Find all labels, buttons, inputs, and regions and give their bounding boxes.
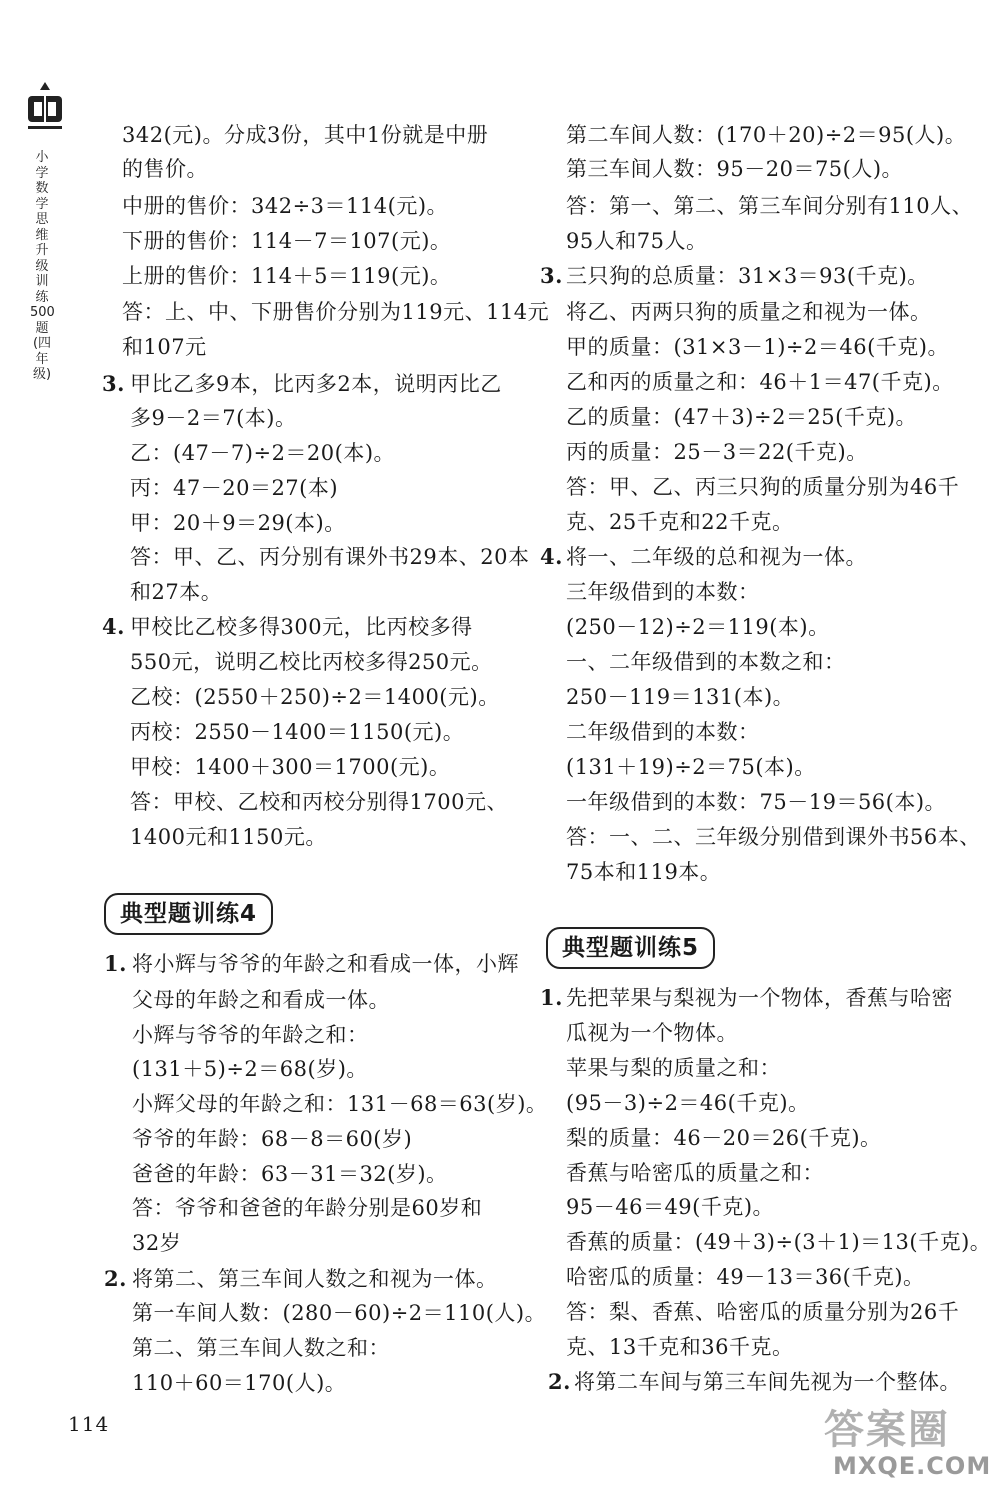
text-line: 爷爷的年龄：68－8＝60(岁) [132,1127,413,1151]
book-title-vertical: 小学数学思维升级训练500题(四年级) [30,150,55,382]
text-line: 将小辉与爷爷的年龄之和看成一体，小辉 [132,952,519,976]
text-line: 第二、第三车间人数之和： [132,1336,390,1360]
text-line: 下册的售价：114－7＝107(元)。 [122,229,452,253]
text-line: 250－119＝131(本)。 [566,685,795,709]
text-line: 乙的质量：(47＋3)÷2＝25(千克)。 [566,405,918,429]
text-line: 上册的售价：114＋5＝119(元)。 [122,264,452,288]
text-line: 香蕉的质量：(49＋3)÷(3＋1)＝13(千克)。 [566,1230,992,1254]
text-line: 95人和75人。 [566,229,708,253]
text-line: 一年级借到的本数：75－19＝56(本)。 [566,790,947,814]
text-line: (250－12)÷2＝119(本)。 [566,615,830,639]
text-line: 550元，说明乙校比丙校多得250元。 [130,650,493,674]
text-line: 答：一、二、三年级分别借到课外书56本、 [566,825,981,849]
text-line: 答：上、中、下册售价分别为119元、114元 [122,300,550,324]
text-line: 甲比乙多9本，比丙多2本，说明丙比乙 [130,372,502,396]
text-line: 将第二、第三车间人数之和视为一体。 [132,1267,498,1291]
text-line: 小辉父母的年龄之和：131－68＝63(岁)。 [132,1092,548,1116]
text-line: 将第二车间与第三车间先视为一个整体。 [574,1370,961,1394]
text-line: 中册的售价：342÷3＝114(元)。 [122,194,449,218]
book-logo-icon [26,82,64,142]
text-line: 甲校：1400＋300＝1700(元)。 [130,755,451,779]
question-number: 1. [104,951,127,976]
text-line: 丙校：2550－1400＝1150(元)。 [130,720,465,744]
text-line: 爸爸的年龄：63－31＝32(岁)。 [132,1162,448,1186]
text-line: 1400元和1150元。 [130,825,327,849]
watermark-logo: 答案圈 [824,1407,950,1453]
text-line: 乙校：(2550＋250)÷2＝1400(元)。 [130,685,500,709]
text-line: 乙：(47－7)÷2＝20(本)。 [130,441,396,465]
question-number: 2. [104,1266,127,1291]
text-line: 甲校比乙校多得300元，比丙校多得 [130,615,473,639]
text-line: 将乙、丙两只狗的质量之和视为一体。 [566,300,932,324]
page-number: 114 [68,1412,110,1436]
question-number: 3. [102,371,125,396]
text-line: 答：第一、第二、第三车间分别有110人、 [566,194,974,218]
text-line: (131＋19)÷2＝75(本)。 [566,755,816,779]
text-line: 将一、二年级的总和视为一体。 [566,545,867,569]
text-line: 丙：47－20＝27(本) [130,476,339,500]
question-number: 1. [540,985,563,1010]
question-number: 4. [102,614,125,639]
text-line: 75本和119本。 [566,860,722,884]
text-line: 第三车间人数：95－20＝75(人)。 [566,157,904,181]
text-line: 第二车间人数：(170＋20)÷2＝95(人)。 [566,123,967,147]
text-line: 苹果与梨的质量之和： [566,1056,781,1080]
text-line: 克、13千克和36千克。 [566,1335,794,1359]
text-line: 先把苹果与梨视为一个物体，香蕉与哈密 [566,986,953,1010]
text-line: 110＋60＝170(人)。 [132,1371,347,1395]
text-line: 克、25千克和22千克。 [566,510,794,534]
question-number: 4. [540,544,563,569]
text-line: 答：甲、乙、丙分别有课外书29本、20本 [130,545,530,569]
text-line: (131＋5)÷2＝68(岁)。 [132,1057,368,1081]
question-number: 2. [548,1369,571,1394]
text-line: 三只狗的总质量：31×3＝93(千克)。 [566,264,929,288]
text-line: 二年级借到的本数： [566,720,760,744]
text-line: 一、二年级借到的本数之和： [566,650,846,674]
text-line: 乙和丙的质量之和：46＋1＝47(千克)。 [566,370,954,394]
text-line: 答：甲、乙、丙三只狗的质量分别为46千 [566,475,960,499]
text-line: 的售价。 [122,157,208,181]
watermark-site: MXQE.COM [833,1452,992,1480]
question-number: 3. [540,263,563,288]
text-line: 多9－2＝7(本)。 [130,406,297,430]
text-line: 丙的质量：25－3＝22(千克)。 [566,440,868,464]
text-line: 第一车间人数：(280－60)÷2＝110(人)。 [132,1301,547,1325]
text-line: 香蕉与哈密瓜的质量之和： [566,1161,824,1185]
text-line: 32岁 [132,1231,182,1255]
text-line: 瓜视为一个物体。 [566,1021,738,1045]
text-line: 梨的质量：46－20＝26(千克)。 [566,1126,882,1150]
section-heading: 典型题训练5 [546,927,715,969]
text-line: 甲的质量：(31×3－1)÷2＝46(千克)。 [566,335,949,359]
text-line: 甲：20＋9＝29(本)。 [130,511,346,535]
section-heading: 典型题训练4 [104,893,273,935]
text-line: 答：爷爷和爸爸的年龄分别是60岁和 [132,1196,483,1220]
text-line: 和107元 [122,335,207,359]
text-line: 三年级借到的本数： [566,580,760,604]
text-line: 答：甲校、乙校和丙校分别得1700元、 [130,790,508,814]
text-line: (95－3)÷2＝46(千克)。 [566,1091,810,1115]
text-line: 和27本。 [130,580,223,604]
text-line: 父母的年龄之和看成一体。 [132,988,390,1012]
text-line: 小辉与爷爷的年龄之和： [132,1023,369,1047]
text-line: 95－46＝49(千克)。 [566,1195,775,1219]
text-line: 342(元)。分成3份，其中1份就是中册 [122,123,489,147]
text-line: 哈密瓜的质量：49－13＝36(千克)。 [566,1265,925,1289]
text-line: 答：梨、香蕉、哈密瓜的质量分别为26千 [566,1300,960,1324]
